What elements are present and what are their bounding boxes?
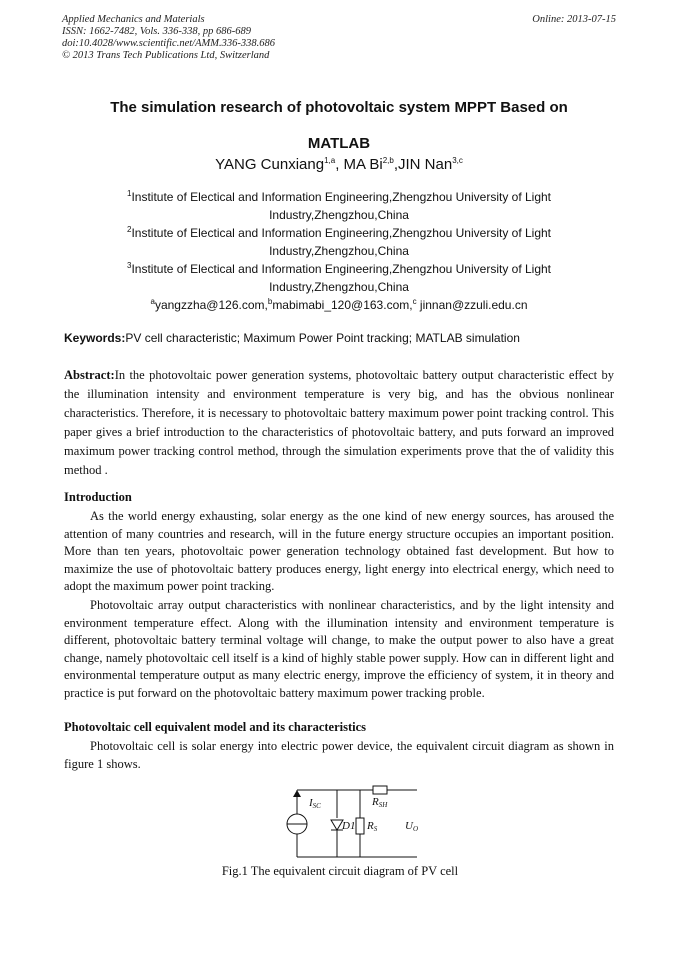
email-sup: a xyxy=(150,297,155,306)
current-arrow xyxy=(293,790,301,797)
isc-label: ISC xyxy=(309,797,321,810)
affiliation xyxy=(110,188,568,206)
email-sup: b xyxy=(267,297,273,306)
rsh-resistor xyxy=(373,786,387,794)
affiliation xyxy=(110,224,568,242)
equivalent-circuit-diagram xyxy=(275,782,425,862)
abstract-text: In the photovoltaic power generation systems, photovoltaic battery output characteristic effect by the illumination intensity and environment temperature is very big, and has the obvious nonlinear characteristics. Therefore, it is necessary to photovoltaic battery maximum power point tracking control. This paper gives a brief introduction to the characteristics of photovoltaic battery, and puts forward an improved maximum power tracking control method, through the simulation experiments prove that the of validity this method . xyxy=(64,368,614,477)
model-paragraph xyxy=(64,738,614,773)
aff-num: 3 xyxy=(126,261,132,270)
header-line: doi:10.4028/www.scientific.net/AMM.336-338.686 xyxy=(62,38,275,49)
paragraph: Photovoltaic array output characteristics with nonlinear characteristics, and by the light intensity and environment temperature effect. Along with the illumination intensity and environment temperature is different, photovoltaic battery terminal voltage will change, to make the output power to also have a great change, namely photovoltaic cell itself is a kind of highly stable power supply. How can in different light and environmental temperature output as many electric energy, improve the efficiency of system, it in theory and practice is put forward on the photovoltaic battery maximum power tracking proble. xyxy=(64,598,614,700)
header-line: © 2013 Trans Tech Publications Ltd, Switzerland xyxy=(62,50,270,61)
aff-line: Institute of Electical and Information Engineering,Zhengzhou University of Light xyxy=(131,226,552,240)
journal-header xyxy=(62,14,616,62)
rs-resistor xyxy=(356,818,364,834)
rsh-label: RSH xyxy=(372,796,388,809)
online-date: Online: 2013-07-15 xyxy=(532,14,616,25)
header-line: Applied Mechanics and Materials xyxy=(62,14,205,25)
paragraph: Photovoltaic cell is solar energy into electric power device, the equivalent circuit diagram as shown in figure 1 shows. xyxy=(64,739,614,771)
affiliation-cont: Industry,Zhengzhou,China xyxy=(269,280,409,294)
affiliation xyxy=(110,260,568,278)
keywords-text: PV cell characteristic; Maximum Power Point tracking; MATLAB simulation xyxy=(125,331,520,345)
author-name: JIN Nan xyxy=(398,156,453,173)
abstract-label: Abstract: xyxy=(64,368,115,382)
email[interactable]: mabimabi_120@163.com, xyxy=(272,298,413,312)
section-heading-introduction: Introduction xyxy=(64,490,132,504)
intro-paragraph xyxy=(64,597,614,703)
aff-line: Institute of Electical and Information Engineering,Zhengzhou University of Light xyxy=(131,190,552,204)
paragraph: As the world energy exhausting, solar energy as the one kind of new energy sources, has aroused the attention of many countries and research, will in the future energy structure occupies an important position. More than ten years, photovoltaic power generation technology obtained fast development. But how to maximize the use of photovoltaic battery produces energy, light energy into electrical energy, which need to adopt the maximum power point tracking. xyxy=(64,509,614,594)
keywords xyxy=(64,331,616,345)
intro-paragraph xyxy=(64,508,614,596)
aff-line: Institute of Electical and Information Engineering,Zhengzhou University of Light xyxy=(131,262,552,276)
email[interactable]: yangzzha@126.com, xyxy=(154,298,268,312)
affiliations xyxy=(110,188,568,314)
abstract xyxy=(64,366,614,480)
aff-num: 2 xyxy=(126,225,132,234)
rs-label: RS xyxy=(367,820,378,833)
figure-caption: Fig.1 The equivalent circuit diagram of PV cell xyxy=(221,864,459,878)
email-sup: c xyxy=(412,297,417,306)
author-sup: 1,a xyxy=(324,156,336,165)
aff-num: 1 xyxy=(126,189,132,198)
affiliation-cont: Industry,Zhengzhou,China xyxy=(269,208,409,222)
email-line xyxy=(110,296,568,314)
title-line-2: MATLAB xyxy=(307,135,371,152)
author-sup: 3,c xyxy=(452,156,463,165)
section-heading-model: Photovoltaic cell equivalent model and its characteristics xyxy=(64,720,367,734)
email[interactable]: jinnan@zzuli.edu.cn xyxy=(416,298,528,312)
title-line-1: The simulation research of photovoltaic system MPPT Based on xyxy=(110,99,568,116)
author-name: MA Bi xyxy=(343,156,383,173)
header-line: ISSN: 1662-7482, Vols. 336-338, pp 686-689 xyxy=(62,26,251,37)
uo-label: UO xyxy=(405,820,419,833)
author-list: YANG Cunxiang$^{1,a}$, MA Bi$^{2,b}$,JIN Nan$^{3,c}$ xyxy=(215,156,463,173)
affiliation-cont: Industry,Zhengzhou,China xyxy=(269,244,409,258)
keywords-label: Keywords: xyxy=(64,331,126,345)
d1-label: D1 xyxy=(342,820,356,832)
author-sup: 2,b xyxy=(382,156,394,165)
paper-title xyxy=(62,90,616,162)
author-name: YANG Cunxiang xyxy=(215,156,325,173)
